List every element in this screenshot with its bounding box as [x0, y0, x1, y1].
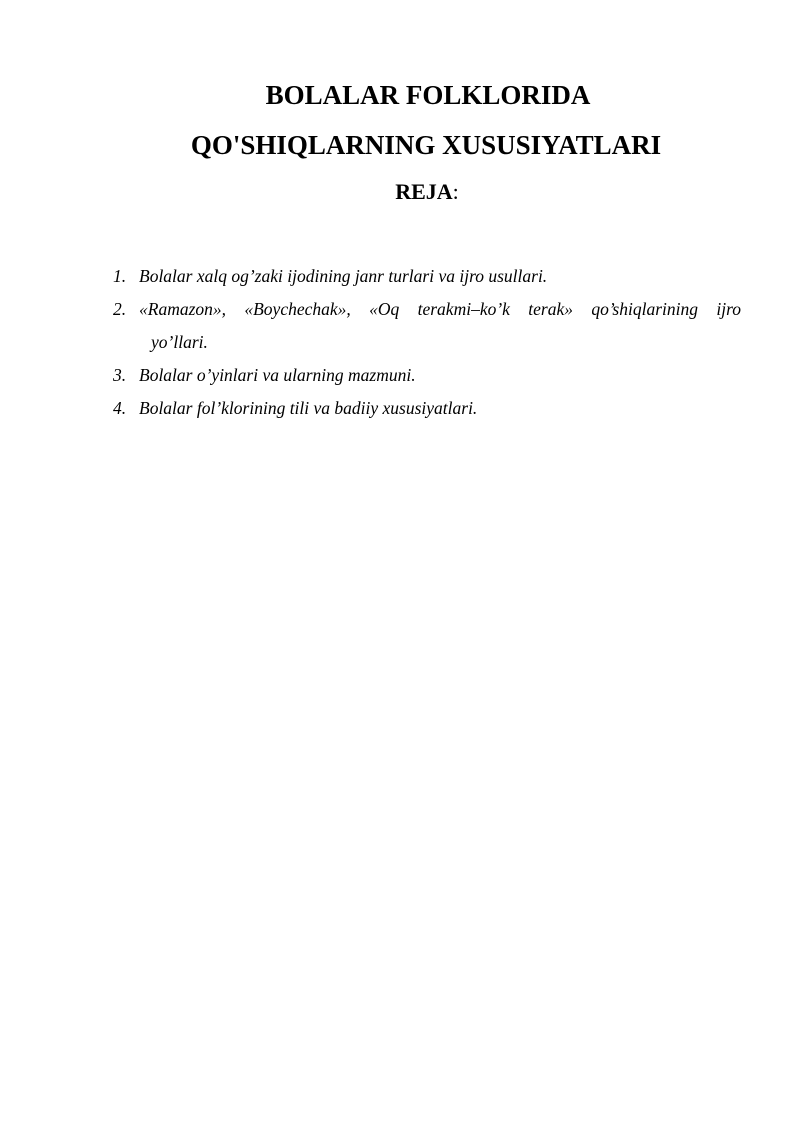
plan-list: [113, 260, 741, 425]
plan-item-text: Bolalar xalq og’zaki ijodining janr turlari va ijro usullari.: [139, 266, 548, 286]
plan-item-text: Bolalar o’yinlari va ularning mazmuni.: [139, 365, 416, 385]
plan-heading: [0, 178, 800, 206]
plan-item-2: [113, 293, 741, 359]
plan-item-1: [113, 260, 741, 293]
title-line-2: QO'SHIQLARNING XUSUSIYATLARI: [190, 130, 662, 160]
title-line-1: BOLALAR FOLKLORIDA: [265, 80, 591, 110]
plan-item-4: [113, 392, 741, 425]
plan-heading-colon: :: [452, 179, 459, 204]
plan-item-3: [113, 359, 741, 392]
plan-item-number: 3.: [113, 365, 127, 385]
plan-item-number: 2.: [113, 299, 127, 319]
plan-item-number: 1.: [113, 266, 127, 286]
plan-item-text-line2: yo’llari.: [151, 332, 208, 352]
plan-item-text-line1: «Ramazon», «Boychechak», «Oq terakmi–ko’k terak» qo’shiqlarining ijro: [139, 299, 741, 319]
plan-heading-label: REJA: [395, 179, 453, 204]
plan-item-text: Bolalar fol’klorining tili va badiiy xususiyatlari.: [139, 398, 478, 418]
plan-item-number: 4.: [113, 398, 127, 418]
